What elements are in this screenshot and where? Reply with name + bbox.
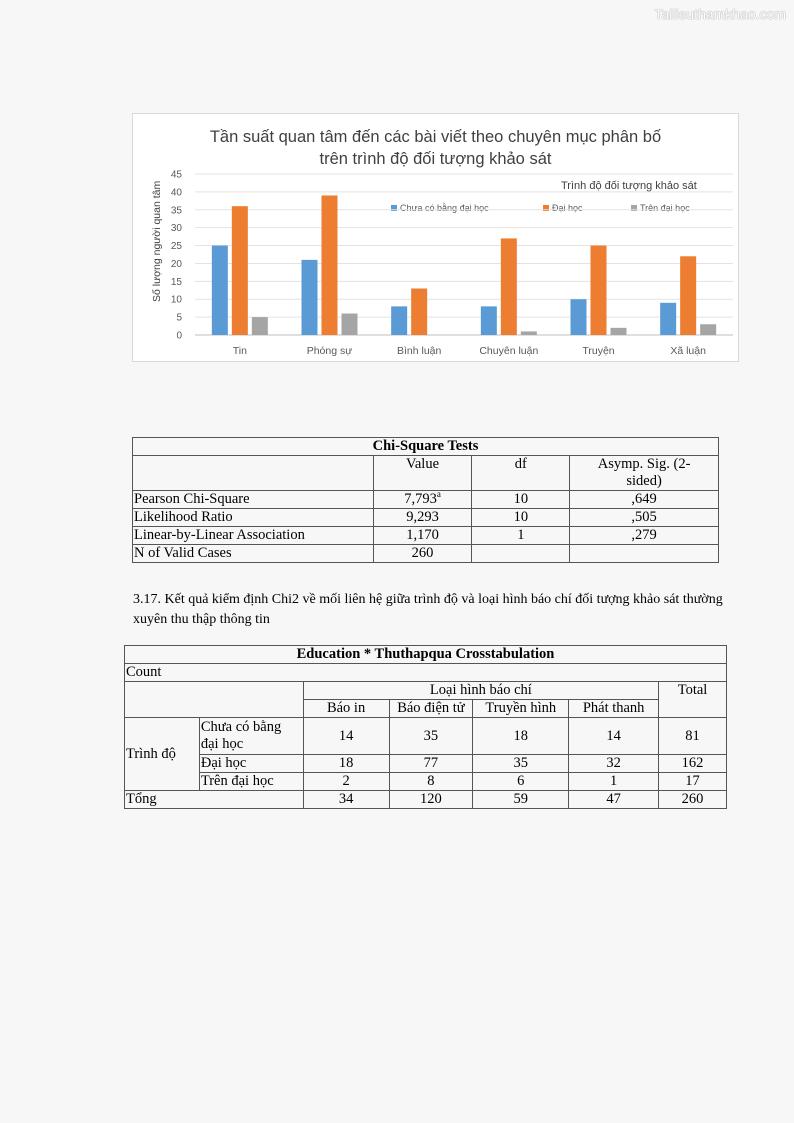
crosstab-total-label: Tổng [125, 791, 304, 809]
bar [411, 288, 427, 335]
chi-row-value: 9,293 [373, 509, 472, 527]
bar [212, 246, 228, 335]
crosstab-row-total [125, 791, 727, 809]
bar [232, 206, 248, 335]
bar [322, 195, 338, 335]
crosstab-col-truyen-hinh: Truyền hình [473, 700, 569, 718]
crosstab-row-label: Đại học [199, 755, 303, 773]
crosstab-row-label: Chưa có bằng đại học [199, 718, 303, 755]
y-tick-label: 45 [170, 169, 182, 181]
bar [302, 260, 318, 335]
chi-row-value: 260 [373, 545, 472, 563]
crosstab-row-label: Trên đại học [199, 773, 303, 791]
chart-plot [133, 114, 738, 361]
crosstab-cell: 8 [389, 773, 473, 791]
chi-row-label: Pearson Chi-Square [133, 491, 374, 509]
chi-row-label: N of Valid Cases [133, 545, 374, 563]
chi-row-sig: ,505 [570, 509, 719, 527]
chi-row-pearson [133, 491, 719, 509]
crosstab-count-label: Count [125, 664, 727, 682]
y-tick-label: 35 [170, 205, 182, 217]
crosstab-cell: 77 [389, 755, 473, 773]
section-heading: 3.17. Kết quả kiểm định Chi2 về mối liên hệ giữa trình độ và loại hình báo chí đối tượng khảo sát thường xuyên thu thập thông tin [133, 592, 723, 627]
crosstab-cell: 59 [473, 791, 569, 809]
chi-row-label: Linear-by-Linear Association [133, 527, 374, 545]
chi-row-likelihood [133, 509, 719, 527]
crosstab-cell: 14 [303, 718, 389, 755]
chi-row-df: 10 [472, 491, 570, 509]
x-tick-label: Phóng sự [306, 345, 353, 357]
crosstab-total-cell: 81 [659, 718, 727, 755]
y-axis-label: Số lượng người quan tâm [151, 180, 163, 302]
y-tick-label: 25 [170, 241, 182, 253]
x-tick-label: Chuyên luận [479, 345, 539, 357]
bar [521, 331, 537, 335]
chi-value-footnote: a [436, 489, 441, 500]
crosstab-col-bao-in: Báo in [303, 700, 389, 718]
legend-label-chua-co-bang: Chưa có bằng đại học [400, 203, 489, 213]
y-tick-label: 0 [176, 330, 182, 342]
bar [660, 303, 676, 335]
chi-row-value [373, 491, 472, 509]
bar [481, 306, 497, 335]
crosstab-row-group: Trình độ [125, 718, 200, 791]
bar [591, 246, 607, 335]
chi-row-sig: ,279 [570, 527, 719, 545]
chi-row-linear [133, 527, 719, 545]
crosstab-row-tren-dai-hoc [125, 773, 727, 791]
chi-header-sig-line2: sided) [626, 473, 662, 489]
x-tick-label: Xã luận [670, 345, 706, 357]
chi-value-text: 7,793 [404, 491, 437, 507]
legend-title: Trình độ đối tượng khảo sát [561, 180, 697, 192]
chi-header-df: df [472, 456, 570, 491]
chi-row-label: Likelihood Ratio [133, 509, 374, 527]
crosstab-table [124, 645, 727, 809]
crosstab-cell: 14 [569, 718, 659, 755]
bar [342, 314, 358, 335]
chi-header-sig-line1: Asymp. Sig. (2- [597, 456, 691, 472]
bar [252, 317, 268, 335]
chi-square-title: Chi-Square Tests [133, 438, 719, 456]
chi-header-value: Value [373, 456, 472, 491]
crosstab-cell: 34 [303, 791, 389, 809]
crosstab-corner [125, 682, 304, 718]
chi-row-df: 10 [472, 509, 570, 527]
crosstab-total-cell: 17 [659, 773, 727, 791]
bar [501, 238, 517, 335]
chi-header-empty [133, 456, 374, 491]
crosstab-cell: 35 [473, 755, 569, 773]
bar [611, 328, 627, 335]
y-tick-label: 15 [170, 276, 182, 288]
x-tick-label: Truyện [582, 345, 615, 357]
crosstab-cell: 32 [569, 755, 659, 773]
chart-title-line2: trên trình độ đối tượng khảo sát [319, 150, 552, 168]
y-tick-label: 30 [170, 223, 182, 235]
crosstab-row-dai-hoc [125, 755, 727, 773]
bar [571, 299, 587, 335]
y-tick-label: 20 [170, 258, 182, 270]
crosstab-total-cell: 162 [659, 755, 727, 773]
bar [700, 324, 716, 335]
bar [391, 306, 407, 335]
chi-row-valid-cases [133, 545, 719, 563]
crosstab-cell: 1 [569, 773, 659, 791]
crosstab-col-bao-dien-tu: Báo điện tử [389, 700, 473, 718]
crosstab-row-chua-co-bang [125, 718, 727, 755]
crosstab-cell: 47 [569, 791, 659, 809]
crosstab-total-cell: 260 [659, 791, 727, 809]
watermark-text: Tailieuthamkhao.com [654, 6, 786, 22]
chi-row-df: 1 [472, 527, 570, 545]
legend-label-tren-dai-hoc: Trên đại học [640, 203, 690, 213]
crosstab-cell: 18 [473, 718, 569, 755]
crosstab-title: Education * Thuthapqua Crosstabulation [125, 646, 727, 664]
crosstab-cell: 2 [303, 773, 389, 791]
crosstab-cell: 18 [303, 755, 389, 773]
bar-chart [132, 113, 739, 362]
chi-row-value: 1,170 [373, 527, 472, 545]
chi-header-sig [570, 456, 719, 491]
crosstab-total-header: Total [659, 682, 727, 718]
y-tick-label: 10 [170, 294, 182, 306]
x-tick-label: Bình luận [396, 345, 442, 357]
crosstab-group-header: Loại hình báo chí [303, 682, 658, 700]
x-tick-label: Tin [232, 345, 247, 357]
bar [680, 256, 696, 335]
crosstab-cell: 120 [389, 791, 473, 809]
crosstab-cell: 6 [473, 773, 569, 791]
chi-row-sig [570, 545, 719, 563]
legend-label-dai-hoc: Đại học [552, 203, 583, 213]
chi-row-sig: ,649 [570, 491, 719, 509]
chi-row-df [472, 545, 570, 563]
chi-square-table [132, 437, 719, 563]
crosstab-cell: 35 [389, 718, 473, 755]
y-tick-label: 40 [170, 187, 182, 199]
crosstab-col-phat-thanh: Phát thanh [569, 700, 659, 718]
chart-title-line1: Tần suất quan tâm đến các bài viết theo chuyên mục phân bố [209, 128, 662, 146]
y-tick-label: 5 [176, 312, 182, 324]
